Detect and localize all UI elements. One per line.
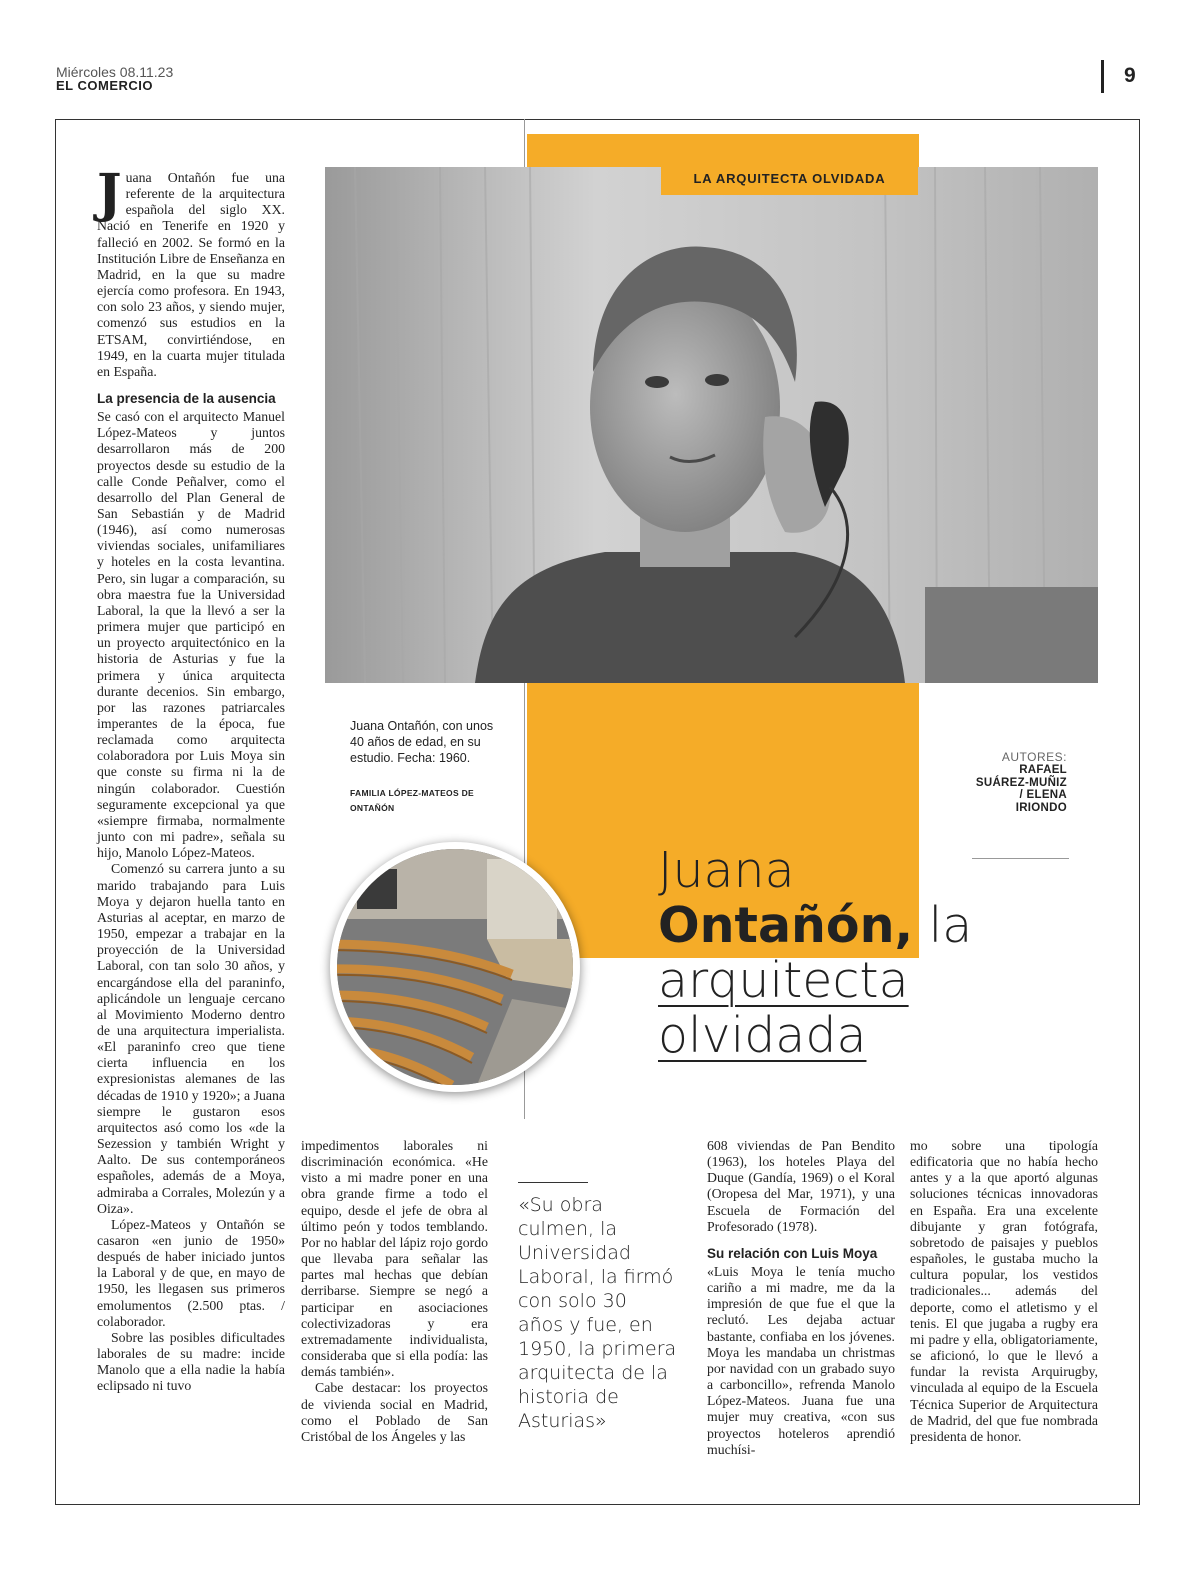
auditorium-illustration <box>337 849 573 1085</box>
headline-line4: olvidada <box>658 1007 867 1064</box>
issue-date: Miércoles 08.11.23 <box>56 64 174 80</box>
page-number: 9 <box>1124 64 1136 87</box>
headline-line3: arquitecta <box>658 952 909 1009</box>
photo-caption: Juana Ontañón, con unos 40 años de edad, en su estudio. Fecha: 1960. <box>350 719 494 765</box>
intro-paragraph <box>97 163 285 380</box>
body-paragraph-4a: Sobre las posibles dificultades laborales de su madre: incide Manolo que a ella nadie la había eclipsado ni tuvo <box>97 1329 285 1394</box>
section-label: LA ARQUITECTA OLVIDADA <box>661 163 918 195</box>
headline <box>658 843 1078 1063</box>
article-column-4 <box>910 1138 1098 1445</box>
pullquote: «Su obra culmen, la Universidad Laboral, la firmó con solo 30 años y fue, en 1950, la primera arquitecta de la historia de Asturias» <box>518 1194 677 1432</box>
body-paragraph-5: Cabe destacar: los proyectos de vivienda social en Madrid, como el Poblado de San Cristóbal de los Ángeles y las <box>301 1380 488 1444</box>
headline-line1: Juana <box>658 842 795 899</box>
intro-text: uana Ontañón fue una referente de la arquitectura española del siglo XX. Nació en Tenerife en 1920 y falleció en 2002. Se formó en la Institución Libre de Enseñanza en Madrid, en la que su madre ejercía como profesora. En 1943, con solo 23 años, y siendo mujer, comenzó sus estudios en la ETSAM, convirtiéndose, en 1949, en la cuarta mujer titulada en España. <box>97 170 285 379</box>
subhead-presencia: La presencia de la ausencia <box>97 391 276 407</box>
pullquote-rule <box>518 1182 588 1183</box>
headline-name: Ontañón, <box>658 897 914 954</box>
body-paragraph-5b: 608 viviendas de Pan Bendito (1963), los hoteles Playa del Duque (Gandía, 1969) o el Koral (Oropesa del Mar, 1971), y una Escuela de Formación del Profesorado (1978). <box>707 1138 895 1234</box>
article-column-2 <box>301 1138 488 1445</box>
authors-names: RAFAEL SUÁREZ-MUÑIZ / ELENA IRIONDO <box>975 764 1067 814</box>
article-column-3 <box>707 1138 895 1458</box>
body-paragraph-3: López-Mateos y Ontañón se casaron «en junio de 1950» después de haber iniciado juntos la Laboral y de que, en mayo de 1950, les llegasen sus primeros emolumentos (2.500 ptas. / colaborador. <box>97 1216 285 1329</box>
authors-label: AUTORES: <box>1001 750 1067 764</box>
authors-block <box>972 750 1067 814</box>
headline-line2 <box>658 898 1078 953</box>
body-paragraph-1: Se casó con el arquitecto Manuel López-Mateos y juntos desarrollaron más de 200 proyectos desde su estudio de la calle Conde Peñalver, como el desarrollo del Plan General de San Sebastián y de Madrid (1946), así como numerosas viviendas sociales, unifamiliares y hoteles en la costa levantina. Pero, sin lugar a comparación, su obra maestra fue la Universidad Laboral, la que la llevó a ser la primera mujer que participó en un proyecto arquitectónico en la historia de Asturias y fue la primera y única arquitecta durante decenios. Sin embargo, por las razones patriarcales imperantes de la época, fue reclamada como arquitecta colaboradora por Luis Moya sin que conste su firma ni la de ningún colaborador. Cuestión seguramente excepcional ya que «siempre firmaba, normalmente junto con mi padre», señala su hijo, Manolo López-Mateos. <box>97 409 285 861</box>
auditorium-photo <box>330 842 580 1092</box>
article-column-1 <box>97 163 285 1395</box>
main-photo <box>325 167 1098 683</box>
photo-credit: FAMILIA LÓPEZ-MATEOS DE ONTAÑÓN <box>350 788 475 813</box>
subhead-moya: Su relación con Luis Moya <box>707 1245 878 1261</box>
body-paragraph-6b: mo sobre una tipología edificatoria que no había hecho antes y a la que aportó algunas soluciones técnicas innovadoras en España. Era una excelente dibujante y gran fotógrafa, sobretodo de paisajes y pueblos españoles, le gustaba mucho la cultura popular, los vestidos tradicionales... además del deporte, como el atletismo y el tenis. El que jugaba a rugby era mi padre y ella, obligatoriamente, se aficionó, lo que le llevó a fundar la revista Arquirugby, vinculada al equipo de la Escuela Técnica Superior de Arquitectura de Madrid, del que fue nombrada presidenta de honor. <box>910 1138 1098 1444</box>
body-paragraph-2: Comenzó su carrera junto a su marido trabajando para Luis Moya y dejaron huella tanto en Asturias al aceptar, en marzo de 1950, empezar a trabajar en la proyección de la Universidad Laboral, con tan solo 30 años, y encargándose ella del paraninfo, aplicándole un lenguaje cercano al Movimiento Moderno dentro de una arquitectura imperialista. «El paraninfo creo que tiene cierta influencia en los expresionistas alemanes de las décadas de 1910 y 1920»; a Juana siempre le gustaron esos arquitectos asó como los «de la Sezession y también Wright y Aalto. De sus contemporáneos españoles, además de a Moya, admiraba a Corrales, Molezún y a Oiza». <box>97 861 285 1216</box>
header-divider <box>1101 60 1104 93</box>
newspaper-name: EL COMERCIO <box>56 78 153 93</box>
body-paragraph-4b: impedimentos laborales ni discriminación económica. «He visto a mi madre poner en una obra grande firme a todo el equipo, desde el jefe de obra al último peón y todos temblando. Por no hablar del lápiz rojo gordo que llevaba para señalar las partes mal hechas que debían derribarse. Siempre se negó a participar en asociaciones colectivizadoras y era extremadamente individualista, consideraba que si ella podía: las demás también». <box>301 1138 488 1380</box>
portrait-illustration <box>325 167 1098 683</box>
body-paragraph-6a: «Luis Moya le tenía mucho cariño a mi madre, me da la impresión de que fue el que la reclutó. Les dejaba actuar bastante, confiaba en los jóvenes. Moya les mandaba un christmas por navidad con un grabado suyo a carboncillo», refrenda Manolo López-Mateos. Juana fue una mujer muy creativa, «con sus proyectos hoteleros aprendió muchísi- <box>707 1263 895 1457</box>
headline-connector: la <box>913 897 973 954</box>
drop-cap: J <box>97 163 122 224</box>
